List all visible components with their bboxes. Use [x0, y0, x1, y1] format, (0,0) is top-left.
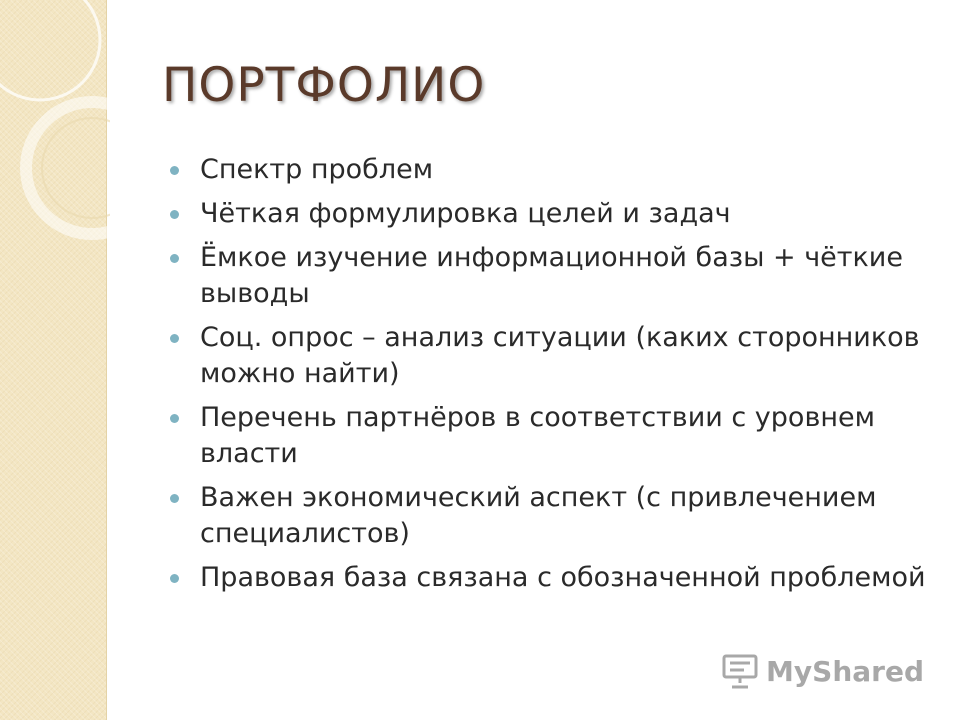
bullet-text: Чёткая формулировка целей и задач — [200, 198, 731, 229]
bullet-marker-icon — [170, 210, 179, 219]
watermark-text: MyShared — [766, 654, 924, 688]
bullet-item — [162, 400, 942, 472]
bullet-item — [162, 480, 942, 552]
bullet-text: Спектр проблем — [200, 154, 434, 185]
bullet-item — [162, 560, 942, 596]
bullet-marker-icon — [170, 334, 179, 343]
bullet-marker-icon — [170, 414, 179, 423]
presentation-board-icon — [720, 652, 760, 690]
bullet-text: Важен экономический аспект (с привлечением специалистов) — [200, 482, 877, 549]
bullet-item — [162, 320, 942, 392]
decorative-circles — [0, 0, 110, 260]
slide-title: ПОРТФОЛИО — [162, 58, 486, 113]
bullet-text: Ёмкое изучение информационной базы + чёткие выводы — [200, 242, 903, 309]
bullet-item — [162, 196, 942, 232]
bullet-text: Перечень партнёров в соответствии с уровнем власти — [200, 402, 875, 469]
bullet-list — [162, 152, 942, 604]
bullet-marker-icon — [170, 494, 179, 503]
watermark — [720, 652, 924, 690]
bullet-text: Правовая база связана с обозначенной проблемой — [200, 562, 926, 593]
bullet-marker-icon — [170, 254, 179, 263]
bullet-item — [162, 152, 942, 188]
bullet-text: Соц. опрос – анализ ситуации (каких сторонников можно найти) — [200, 322, 920, 389]
bullet-marker-icon — [170, 166, 179, 175]
bullet-item — [162, 240, 942, 312]
bullet-marker-icon — [170, 574, 179, 583]
